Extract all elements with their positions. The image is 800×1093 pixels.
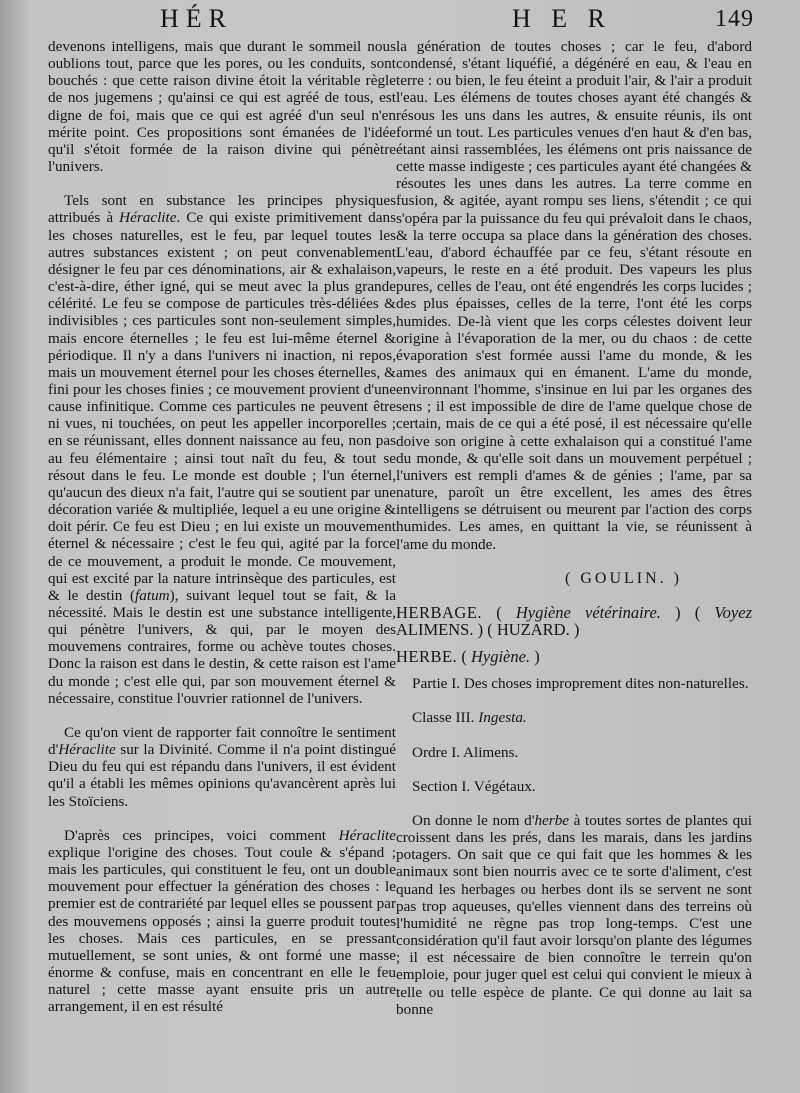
running-head-center: H E R (512, 4, 612, 33)
entry-herbe: HERBE. ( Hygiène. ) (396, 647, 540, 667)
right-column (396, 38, 752, 1018)
headword-herbe: HERBE. (396, 647, 458, 667)
running-head (0, 4, 800, 40)
page-number: 149 (715, 6, 754, 32)
paragraph-herbe: On donne le nom d'herbe à toutes sortes de plantes qui croissent dans les prés, dans les marais, dans les jardins potagers. On sait que ce qui fait que les hommes & les animaux sont bien nourris avec ce te sorte d'aliment, c'est quand les herbages ou herbes dont ils se servent ne sont pas trop aqueuses, qu'elles viennent dans des terreins où l'humidité ne règne pas trop long-temps. C'est une considération qu'il faut avoir lorsqu'on plante des légumes ; il est nécessaire de bien connoître le terrein qu'on emploie, pour juger quel est celui qui convient le mieux à telle ou telle espèce de plante. Ce qui donne au lait sa bonne (396, 811, 752, 1018)
paragraph-principles: Tels sont en substance les principes physiques attribués à Héraclite. Ce qui existe primitivement dans les choses naturelles, est le feu, par lequel toutes les autres substances existent ; on peut convenablement désigner le feu par ces dénominations, air & exhalaison, c'est-à-dire, éther igné, qui se meut avec la plus grande célérité. Le feu se compose de particules très-déliées & indivisibles ; ces particules sont non-seulement simples, mais encore éternelles ; le feu est lui-même éternel & périodique. Il n'y a dans l'univers ni inaction, ni repos, mais un mouvement éternel pour les choses éternelles, & fini pour les choses finies ; ce mouvement provient d'une cause infinitique. Comme ces particules ne peuvent être ni vues, ni touchées, on peut les appeller incorporelles ; en se réunissant, elles donnent naissance au feu, non pas au feu élémentaire ; ainsi tout naît du feu, & tout se résout dans le feu. Le monde est double ; l'un éternel, qu'aucun des dieux n'a fait, l'autre qui se soutient par une décoration variée & multipliée, lequel a eu une origine & doit périr. Ce feu est Dieu ; en lui existe un mouvement éternel & nécessaire ; c'est le feu qui, agité par la force de ce mouvement, a produit le monde. Ce mouvement, qui est excité par la nature intrinsèque des particules, est & le destin (fatum), suivant lequel tout se fait, & la nécessité. Mais le destin est une substance intelligente, qui pénètre l'univers, & qui, par le moyen des mouvemens contraires, forme ou achève toutes choses. Donc la raison est dans le destin, & cette raison est l'ame du monde ; c'est elle qui, par son mouvement éternel & nécessaire, constitue l'ouvrier rationnel de l'univers. (48, 192, 397, 707)
subheading-section: Section I. Végétaux. (412, 777, 536, 795)
subheading-classe: Classe III. Ingesta. (412, 709, 527, 727)
paragraph-continued: devenons intelligens, mais que durant le sommeil nous oublions tout, parce que les pores, ou les conduits, sont bouchés : que cette raison divine étoit la véritable règle de nos jugemens ; qu'ainsi ce qui est agréé de tous, est digne de foi, mais que ce qui est agréé d'un seul n'en mérite point. Ces propositions sont émanées de l'idée qu'il s'étoit formée de la raison divine qui pénètre l'univers. (48, 38, 396, 176)
entry-herbage: HERBAGE. ( Hygiène vétérinaire. ) ( Voyez ALIMENS. ) ( HUZARD. ) (396, 602, 752, 639)
subheading-partie: Partie I. Des choses improprement dites non-naturelles. (412, 675, 749, 693)
left-column (48, 38, 396, 1015)
term-fatum: fatum (135, 586, 170, 604)
paragraph-divinity: Ce qu'on vient de rapporter fait connoître le sentiment d'Héraclite sur la Divinité. Comme il n'a point distingué Dieu du feu qui est répandu dans l'univers, il est évident qu'il a établi les mêmes opinions qu'avancèrent après lui les Stoïciens. (48, 723, 396, 810)
paragraph-generation: la génération de toutes choses ; car le feu, d'abord condensé, s'étant liquéfié, a dégénéré en eau, & l'eau en terre : ou bien, le feu éteint a produit l'air, & l'air a produit l'eau. Les élémens de toutes choses ayant été changés & résous les uns dans les autres, & ensuite réunis, ils ont formé un tout. Les particules venues d'en haut & d'en bas, étant ainsi rassemblées, les élémens ont pris naissance de cette masse indigeste ; ces particules ayant été changées & résoutes les unes dans les autres. La terre comme en fusion, & agitée, ayant rompu ses liens, s'étendit ; ce qui s'opéra par la puissance du feu qui prévaloit dans le chaos, & la terre occupa sa place dans la génération des choses. L'eau, d'abord échauffée par ce feu, s'étant résoute en vapeurs, le reste en a été produit. Des vapeurs les plus pures, celles de l'eau, ont été engendrés les corps lucides ; des plus épaisses, celles de la terre, l'ont été les corps humides. De-là vient que les corps célestes doivent leur origine à l'évaporation de la mer, ou du chaos : de cette évaporation s'est formée aussi l'ame du monde, & les ames des animaux qui en émanent. L'ame du monde, environnant l'homme, s'insinue en lui par les organes des sens ; il est impossible de dire de l'ame quelque chose de certain, mais de ce qui a été posé, il est nécessaire qu'elle doive son origine à cette exhalaison qui a constitué l'ame du monde, & qu'elle soit dans un mouvement perpétuel ; l'univers est rempli d'ames & de génies ; l'ame, par sa nature, paroît un être excellent, les ames des êtres intelligens se détruisent ou meurent par l'action des corps humides. Les ames, en quittant la vie, se réunissent à l'ame du monde. (396, 38, 752, 553)
name-heraclite: Héraclite (338, 826, 396, 844)
subheading-ordre: Ordre I. Alimens. (412, 743, 519, 761)
name-heraclite: Héraclite (119, 209, 177, 227)
paragraph-origin: D'après ces principes, voici comment Héraclite explique l'origine des choses. Tout coule & s'épand ; mais les particules, qui constituent le feu, ont un double mouvement pour effectuer la génération des choses : le premier est de contrariété par lequel elles se poussent par des mouvemens opposés ; ainsi la guerre produit toutes les choses. Mais ces particules, en se pressant mutuellement, se sont unies, & ont formé une masse énorme & confuse, mais en concentrant en elle le feu naturel ; cette masse ayant ensuite pris un autre arrangement, il en est résulté (48, 826, 396, 1016)
headword-herbage: HERBAGE. (396, 602, 483, 622)
running-head-left: HÉR (160, 4, 233, 33)
author-signature: ( GOULIN. ) (565, 569, 682, 587)
name-heraclite: Héraclite (58, 741, 116, 759)
